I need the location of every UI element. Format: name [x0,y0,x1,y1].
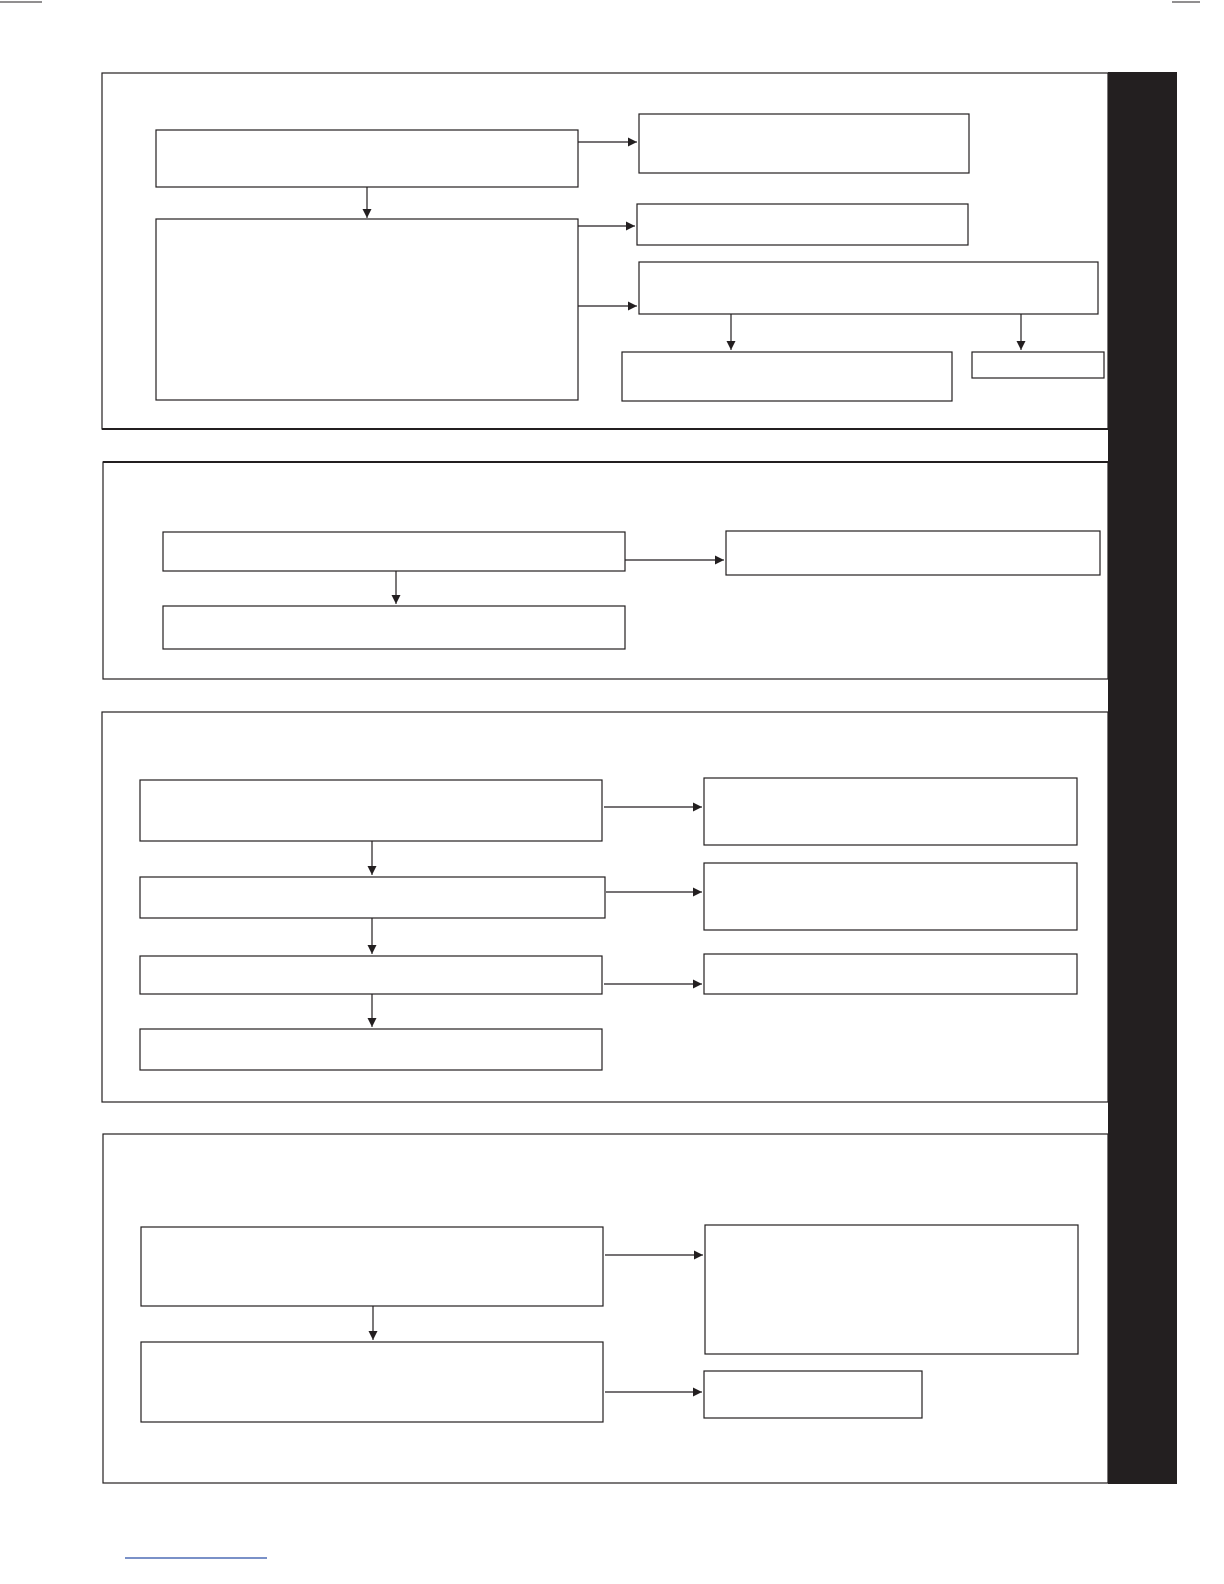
flow-box-s4-r2 [704,1371,922,1418]
flow-box-s1-c1 [622,352,952,401]
flow-box-s1-r3 [639,262,1098,314]
flow-box-s2-r1 [726,531,1100,575]
flow-box-s1-c2 [972,352,1104,378]
flow-box-s1-b2 [156,219,578,400]
flow-box-s2-b1 [163,532,625,571]
flow-box-s3-r3 [704,954,1077,994]
section-sidebar-bar [1108,72,1177,1484]
flow-box-s3-b3 [140,956,602,994]
flow-box-s3-b4 [140,1029,602,1070]
flow-box-s4-b2 [141,1342,603,1422]
flow-box-s1-b1 [156,130,578,187]
flow-box-s2-b2 [163,606,625,649]
flow-box-s4-b1 [141,1227,603,1306]
flow-box-s1-r1 [639,114,969,173]
flow-box-s3-b2 [140,877,605,918]
flow-box-s4-r1 [705,1225,1078,1354]
flow-box-s1-r2 [637,204,968,245]
flow-box-s3-r1 [704,778,1077,845]
flow-box-s3-r2 [704,863,1077,930]
flow-box-s3-b1 [140,780,602,841]
